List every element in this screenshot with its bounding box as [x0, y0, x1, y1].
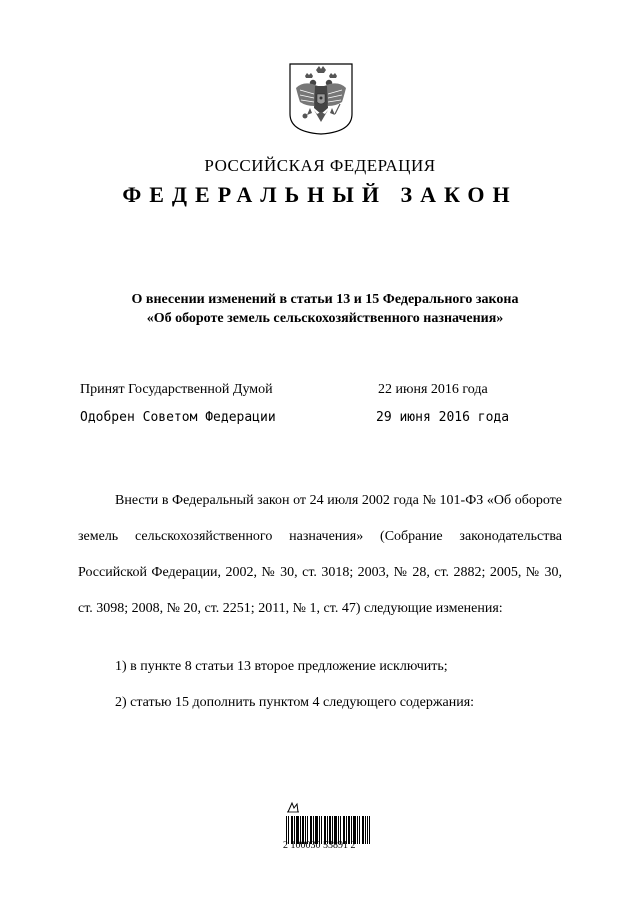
council-approval-date: 29 июня 2016 года: [376, 410, 510, 425]
law-type-heading: ФЕДЕРАЛЬНЫЙ ЗАКОН: [122, 182, 518, 207]
coat-of-arms-icon: [288, 62, 354, 136]
barcode-number: 2 100030 53891 2: [283, 840, 356, 851]
body-intro-paragraph: Внести в Федеральный закон от 24 июля 2002 года № 101-ФЗ «Об обороте земель сельскохозяйственного назначения» (Собрание законодательства Российской Федерации, 2002, № 30, ст. 3018; 2003, № 28, ст. 2882; 2005, № 30, ст. 3098; 2008, № 20, ст. 2251; 2011, № 1, ст. 47) следующие изменения:: [78, 493, 562, 616]
council-approval-label: Одобрен Советом Федерации: [80, 410, 276, 425]
country-name: РОССИЙСКАЯ ФЕДЕРАЦИЯ: [204, 156, 436, 175]
duma-adoption-label: Принят Государственной Думой: [80, 382, 273, 397]
law-title: [90, 290, 560, 328]
barcode: [280, 800, 370, 860]
amendment-item-2: 2) статью 15 дополнить пунктом 4 следующего содержания:: [115, 695, 475, 710]
law-title-line-2: «Об обороте земель сельскохозяйственного назначения»: [146, 311, 504, 326]
law-title-line-1: О внесении изменений в статьи 13 и 15 Федерального закона: [131, 292, 519, 307]
amendment-item-1: 1) в пункте 8 статьи 13 второе предложение исключить;: [115, 659, 448, 674]
duma-adoption-date: 22 июня 2016 года: [378, 382, 488, 397]
stamp-mark-icon: [286, 800, 300, 814]
